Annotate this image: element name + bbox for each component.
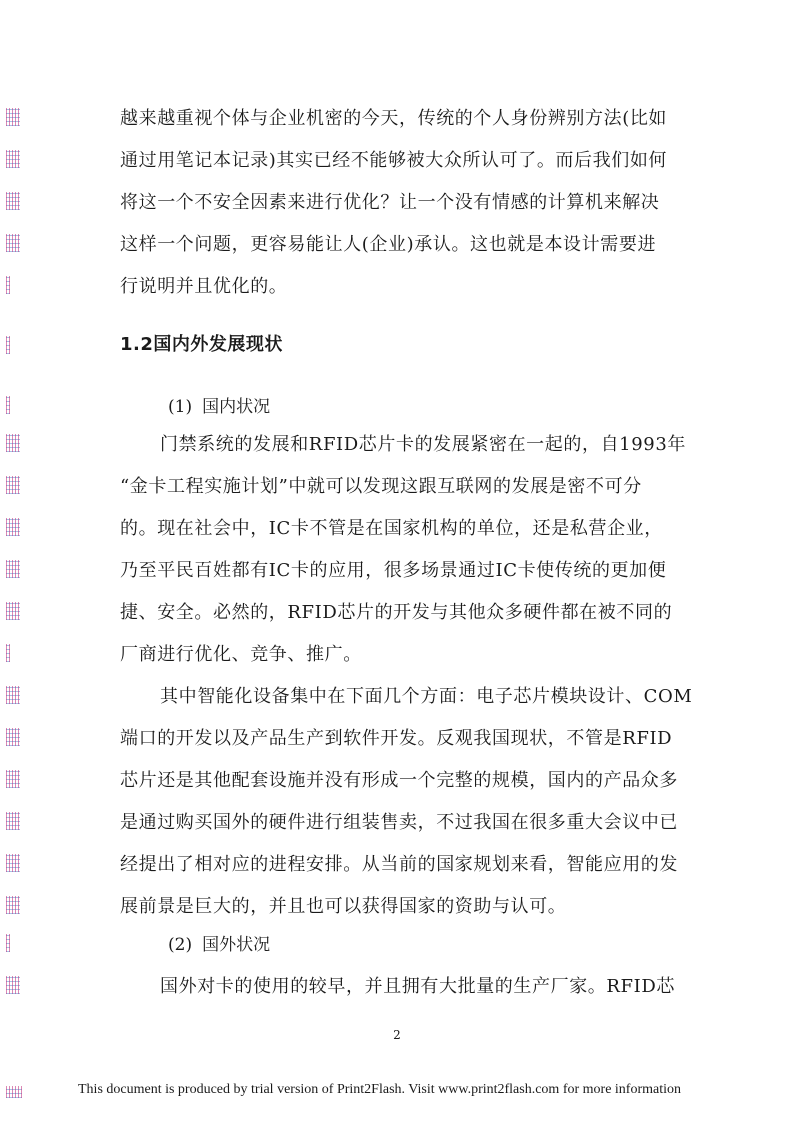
subsection-title: 国内状况 — [202, 397, 271, 417]
margin-mark — [6, 934, 10, 952]
margin-mark — [6, 476, 20, 494]
margin-mark — [6, 276, 10, 294]
paragraph-line: 越来越重视个体与企业机密的今天，传统的个人身份辨别方法(比如 — [120, 108, 668, 129]
paragraph-line: 将这一个不安全因素来进行优化？让一个没有情感的计算机来解决 — [120, 192, 660, 213]
margin-mark — [6, 686, 20, 704]
section-heading: 1.2国内外发展现状 — [120, 334, 283, 355]
paragraph-line: 其中智能化设备集中在下面几个方面：电子芯片模块设计、COM — [160, 686, 693, 707]
margin-mark — [6, 644, 10, 662]
margin-mark — [6, 434, 20, 452]
subsection-title: 国外状况 — [202, 935, 271, 955]
paragraph-line: 通过用笔记本记录)其实已经不能够被大众所认可了。而后我们如何 — [120, 150, 668, 171]
subsection-number: (1) — [168, 397, 193, 417]
subsection-number: (2) — [168, 935, 193, 955]
paragraph-line: 芯片还是其他配套设施并没有形成一个完整的规模，国内的产品众多 — [120, 770, 678, 791]
margin-mark — [6, 192, 20, 210]
margin-mark — [6, 602, 20, 620]
paragraph-line: 国外对卡的使用的较早，并且拥有大批量的生产厂家。RFID芯 — [160, 976, 675, 997]
margin-mark — [6, 108, 20, 126]
paragraph-line: 端口的开发以及产品生产到软件开发。反观我国现状，不管是RFID — [120, 728, 673, 749]
margin-mark — [6, 728, 20, 746]
paragraph-line: 门禁系统的发展和RFID芯片卡的发展紧密在一起的，自1993年 — [160, 434, 686, 455]
paragraph-line: 展前景是巨大的，并且也可以获得国家的资助与认可。 — [120, 896, 567, 917]
subsection-heading-foreign — [168, 932, 270, 958]
paragraph-line: 厂商进行优化、竞争、推广。 — [120, 644, 362, 665]
paragraph-line: 的。现在社会中，IC卡不管是在国家机构的单位，还是私营企业， — [120, 518, 663, 539]
margin-mark — [6, 518, 20, 536]
page-number: 2 — [393, 1028, 401, 1042]
footer-mark — [6, 1086, 22, 1098]
margin-mark — [6, 812, 20, 830]
paragraph-line: 这样一个问题，更容易能让人(企业)承认。这也就是本设计需要进 — [120, 234, 657, 255]
paragraph-line: 是通过购买国外的硬件进行组装售卖，不过我国在很多重大会议中已 — [120, 812, 678, 833]
margin-mark — [6, 896, 20, 914]
paragraph-line: 乃至平民百姓都有IC卡的应用，很多场景通过IC卡使传统的更加便 — [120, 560, 667, 581]
trial-version-footer: This document is produced by trial version of Print2Flash. Visit www.print2flash.com for more information — [78, 1082, 682, 1097]
paragraph-line: 经提出了相对应的进程安排。从当前的国家规划来看，智能应用的发 — [120, 854, 678, 875]
subsection-heading-domestic — [168, 394, 270, 420]
margin-mark — [6, 150, 20, 168]
margin-mark — [6, 854, 20, 872]
margin-mark — [6, 336, 10, 354]
margin-mark — [6, 770, 20, 788]
paragraph-line: 行说明并且优化的。 — [120, 276, 288, 297]
margin-mark — [6, 396, 10, 414]
margin-mark — [6, 976, 20, 994]
margin-mark — [6, 234, 20, 252]
paragraph-line: “金卡工程实施计划”中就可以发现这跟互联网的发展是密不可分 — [120, 476, 642, 497]
paragraph-line: 捷、安全。必然的，RFID芯片的开发与其他众多硬件都在被不同的 — [120, 602, 673, 623]
margin-mark — [6, 560, 20, 578]
